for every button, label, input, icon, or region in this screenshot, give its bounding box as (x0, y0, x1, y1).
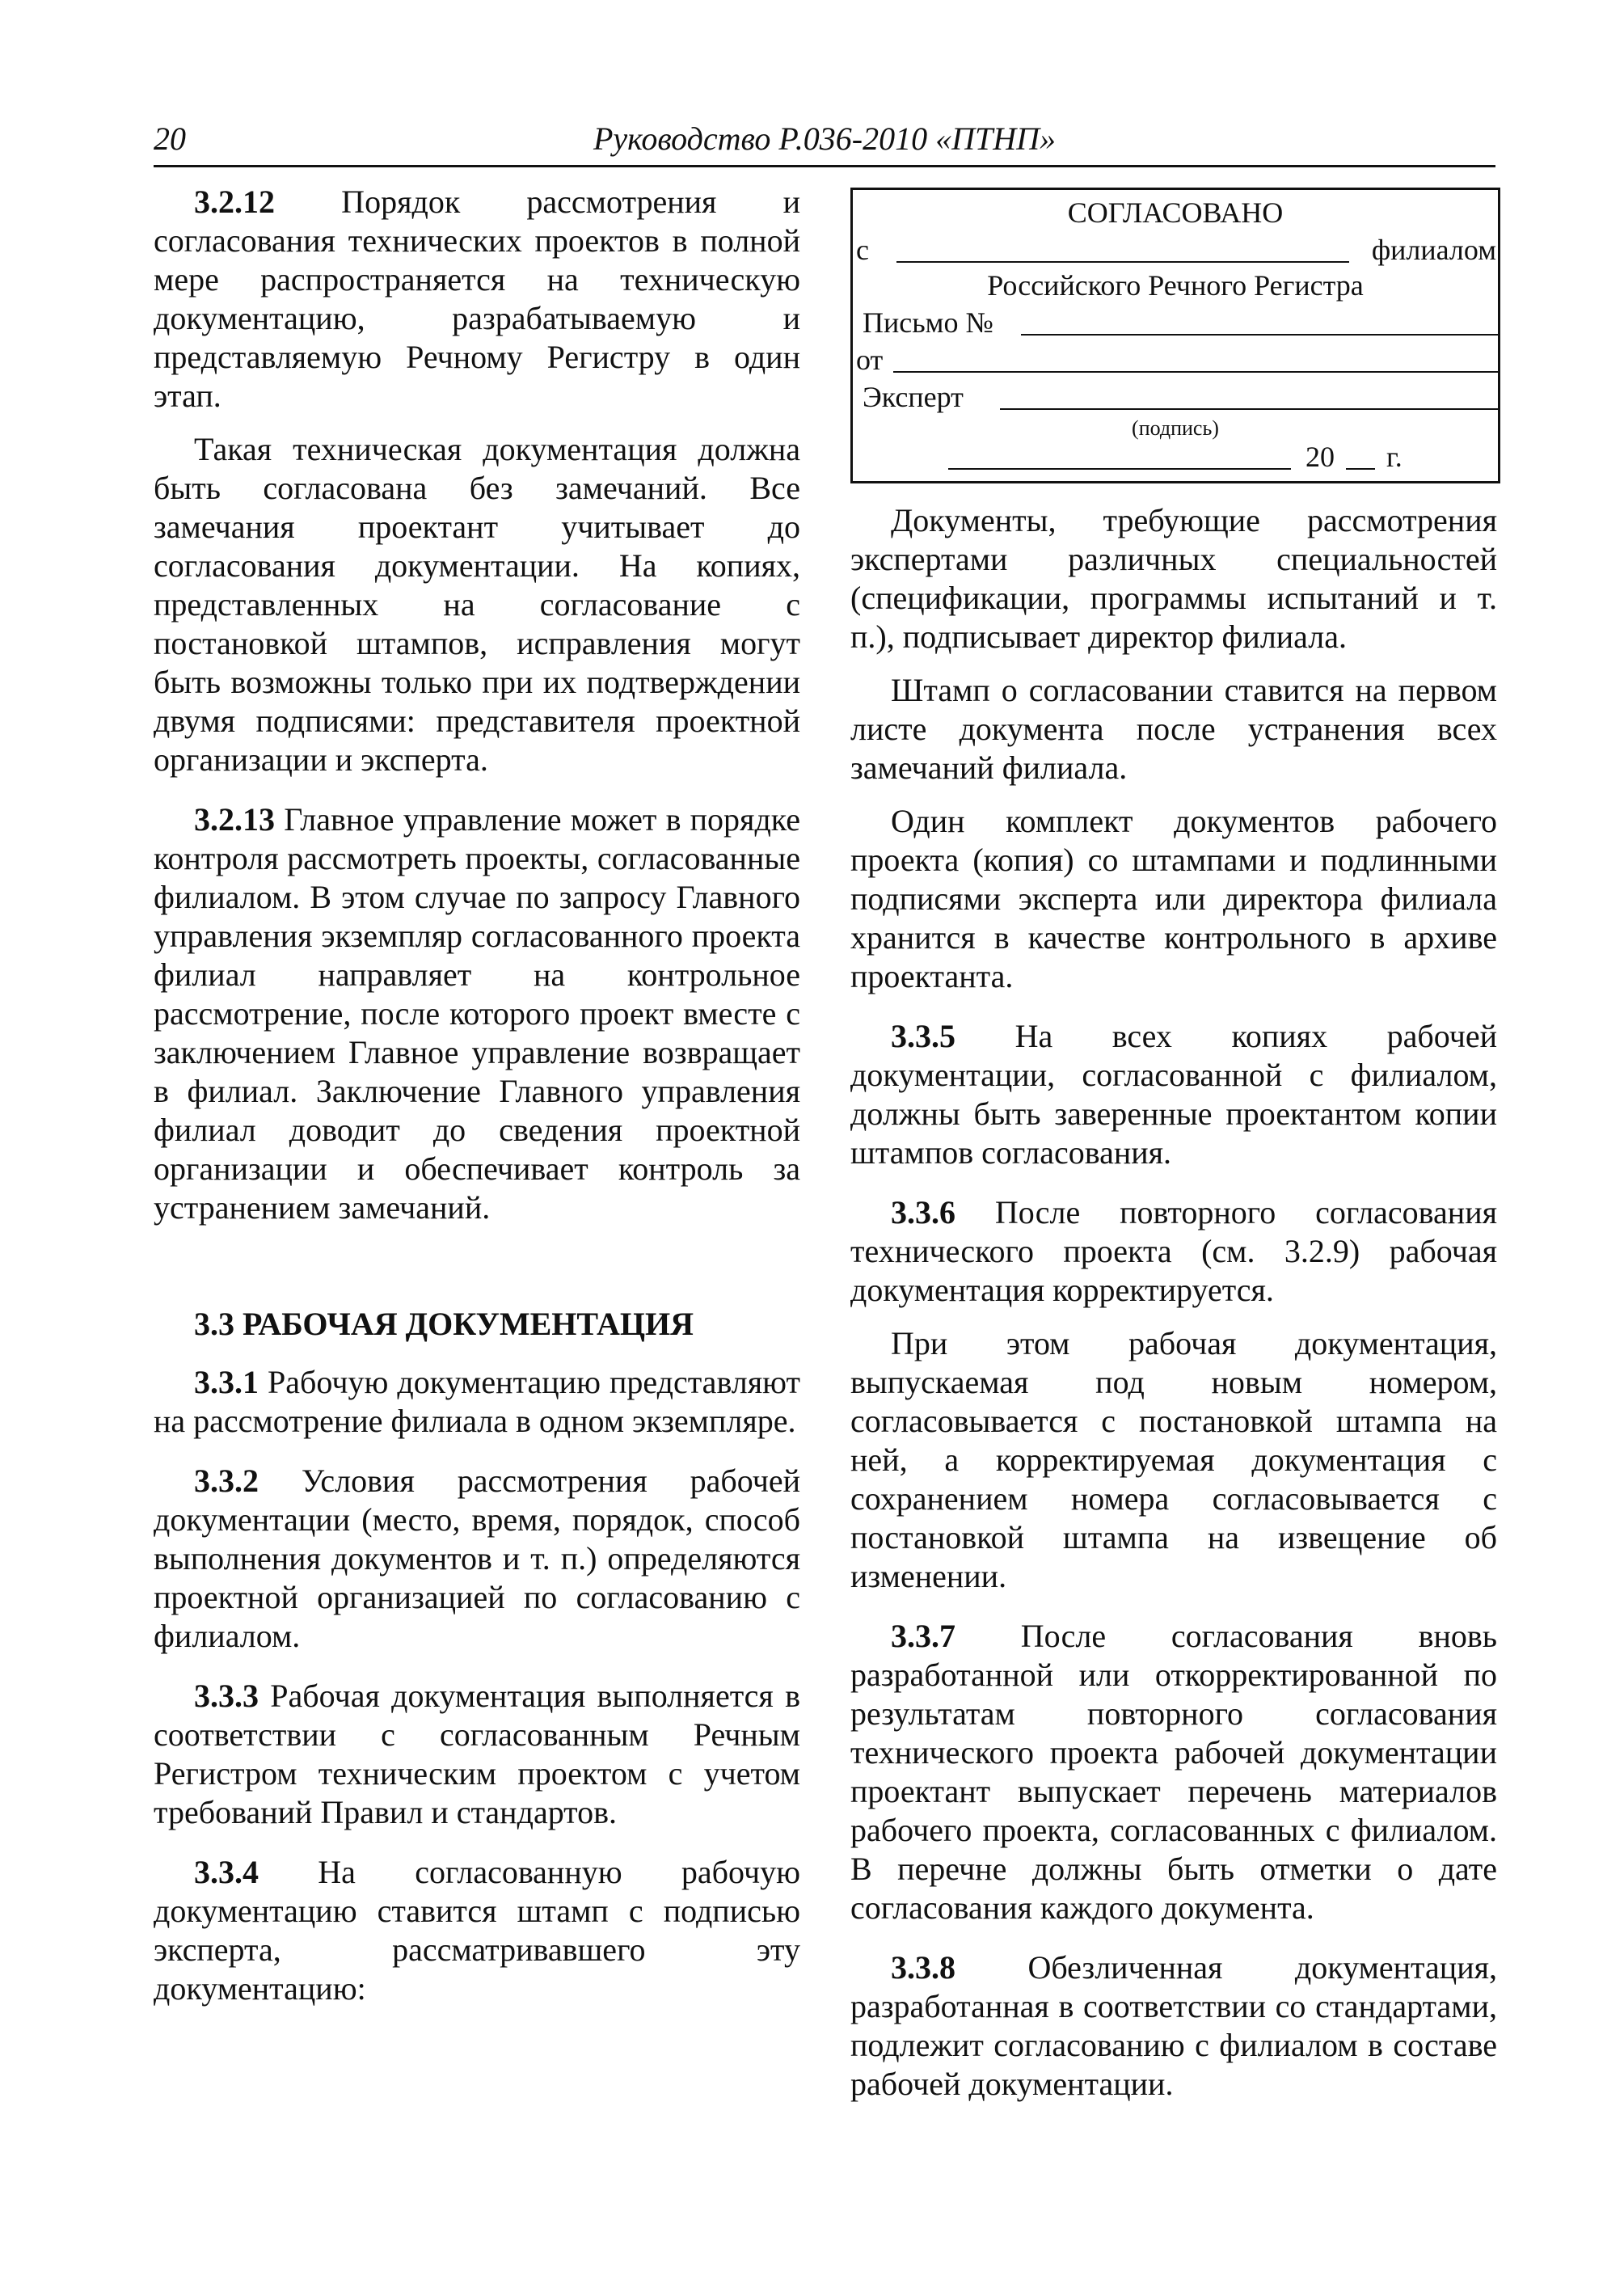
stamp-year-blank (1346, 468, 1375, 470)
running-title: Руководство Р.036-2010 «ПТНП» (593, 120, 1057, 157)
paragraph-3-3-8: 3.3.8 Обезличенная документация, разработанная в соответствии со стандартами, подлежит согласованию с филиалом в составе рабочей документации. (850, 1949, 1497, 2102)
paragraph-one-set: Один комплект документов рабочего проекта (копия) со штампами и подлинными подписями эксперта или директора филиала хранится в качестве контрольного в архиве проектанта. (850, 803, 1497, 994)
stamp-expert-line: Эксперт (863, 379, 1498, 415)
paragraph-docs: Документы, требующие рассмотрения экспертами различных специальностей (спецификации, программы испытаний и т. п.), подписывает директор филиала. (850, 502, 1497, 655)
stamp-title: СОГЛАСОВАНО (1067, 196, 1284, 229)
paragraph-3-3-4: 3.3.4 На согласованную рабочую документацию ставится штамп с подписью эксперта, рассматривавшего эту документацию: (154, 1854, 800, 2007)
paragraph-this: При этом рабочая документация, выпускаемая под новым номером, согласовывается с постановкой штампа на ней, а корректируемая документация с сохранением номера согласовывается с постановкой штампа на извещение об изменении. (850, 1325, 1497, 1594)
stamp-date-blank (948, 468, 1291, 470)
paragraph-3-3-1: 3.3.1 Рабочую документацию представляют на рассмотрение филиала в одном экземпляре. (154, 1364, 800, 1439)
paragraph-3-3-6: 3.3.6 После повторного согласования технического проекта (см. 3.2.9) рабочая документация корректируется. (850, 1194, 1497, 1308)
section-heading: 3.3 РАБОЧАЯ ДОКУМЕНТАЦИЯ (194, 1306, 694, 1342)
stamp-letter-line: Письмо № (863, 305, 1498, 340)
page-number: 20 (154, 120, 186, 157)
approval-stamp: СОГЛАСОВАНО с филиалом Российского Речного Регистра Письмо № от Эксперт (подпись) 20 г. (850, 188, 1500, 483)
paragraph-3-3-3: 3.3.3 Рабочая документация выполняется в соответствии с согласованным Речным Регистром техническим проектом с учетом требований Правил и стандартов. (154, 1678, 800, 1830)
stamp-from-line: от (856, 342, 1498, 378)
paragraph-3-2-13: 3.2.13 Главное управление может в порядке контроля рассмотреть проекты, согласованные филиалом. В этом случае по запросу Главного управления экземпляр согласованного проекта филиал направляет на контрольное рассмотрение, после которого проект вместе с заключением Главное управление возвращает в филиал. Заключение Главного управления филиал доводит до сведения проектной организации и обеспечивает контроль за устранением замечаний. (154, 801, 800, 1226)
left-column (154, 183, 800, 2023)
paragraph-tech-doc: Такая техническая документация должна быть согласована без замечаний. Все замечания проектант учитывает до согласования документации. На копиях, представленных на согласование с постановкой штампов, исправления могут быть возможны только при их подтверждении двумя подписями: представителя проектной организации и эксперта. (154, 431, 800, 778)
paragraph-3-2-12: 3.2.12 Порядок рассмотрения и согласования технических проектов в полной мере распространяется на техническую документацию, разрабатываемую и представляемую Речному Регистру в один этап. (154, 184, 800, 414)
right-column (850, 501, 1497, 2118)
page-header (154, 120, 1495, 167)
paragraph-3-3-2: 3.3.2 Условия рассмотрения рабочей документации (место, время, порядок, способ выполнения документов и т. п.) определяются проектной организацией по согласованию с филиалом. (154, 1463, 800, 1654)
stamp-registry: Российского Речного Регистра (987, 269, 1364, 302)
stamp-letter-blank (1021, 334, 1498, 336)
stamp-from-blank (893, 371, 1498, 373)
stamp-expert-blank (1000, 408, 1498, 410)
stamp-signature-label: (подпись) (1132, 416, 1219, 440)
paragraph-3-3-7: 3.3.7 После согласования вновь разработанной или откорректированной по результатам повторного согласования технического проекта рабочей документации проектант выпускает перечень материалов рабочего проекта, согласованных с филиалом. В перечне должны быть отметки о дате согласования каждого документа. (850, 1618, 1497, 1926)
paragraph-stamp-first: Штамп о согласовании ставится на первом листе документа после устранения всех замечаний филиала. (850, 672, 1497, 786)
paragraph-3-3-5: 3.3.5 На всех копиях рабочей документации, согласованной с филиалом, должны быть заверенные проектантом копии штампов согласования. (850, 1018, 1497, 1171)
stamp-filial-blank (896, 261, 1349, 263)
